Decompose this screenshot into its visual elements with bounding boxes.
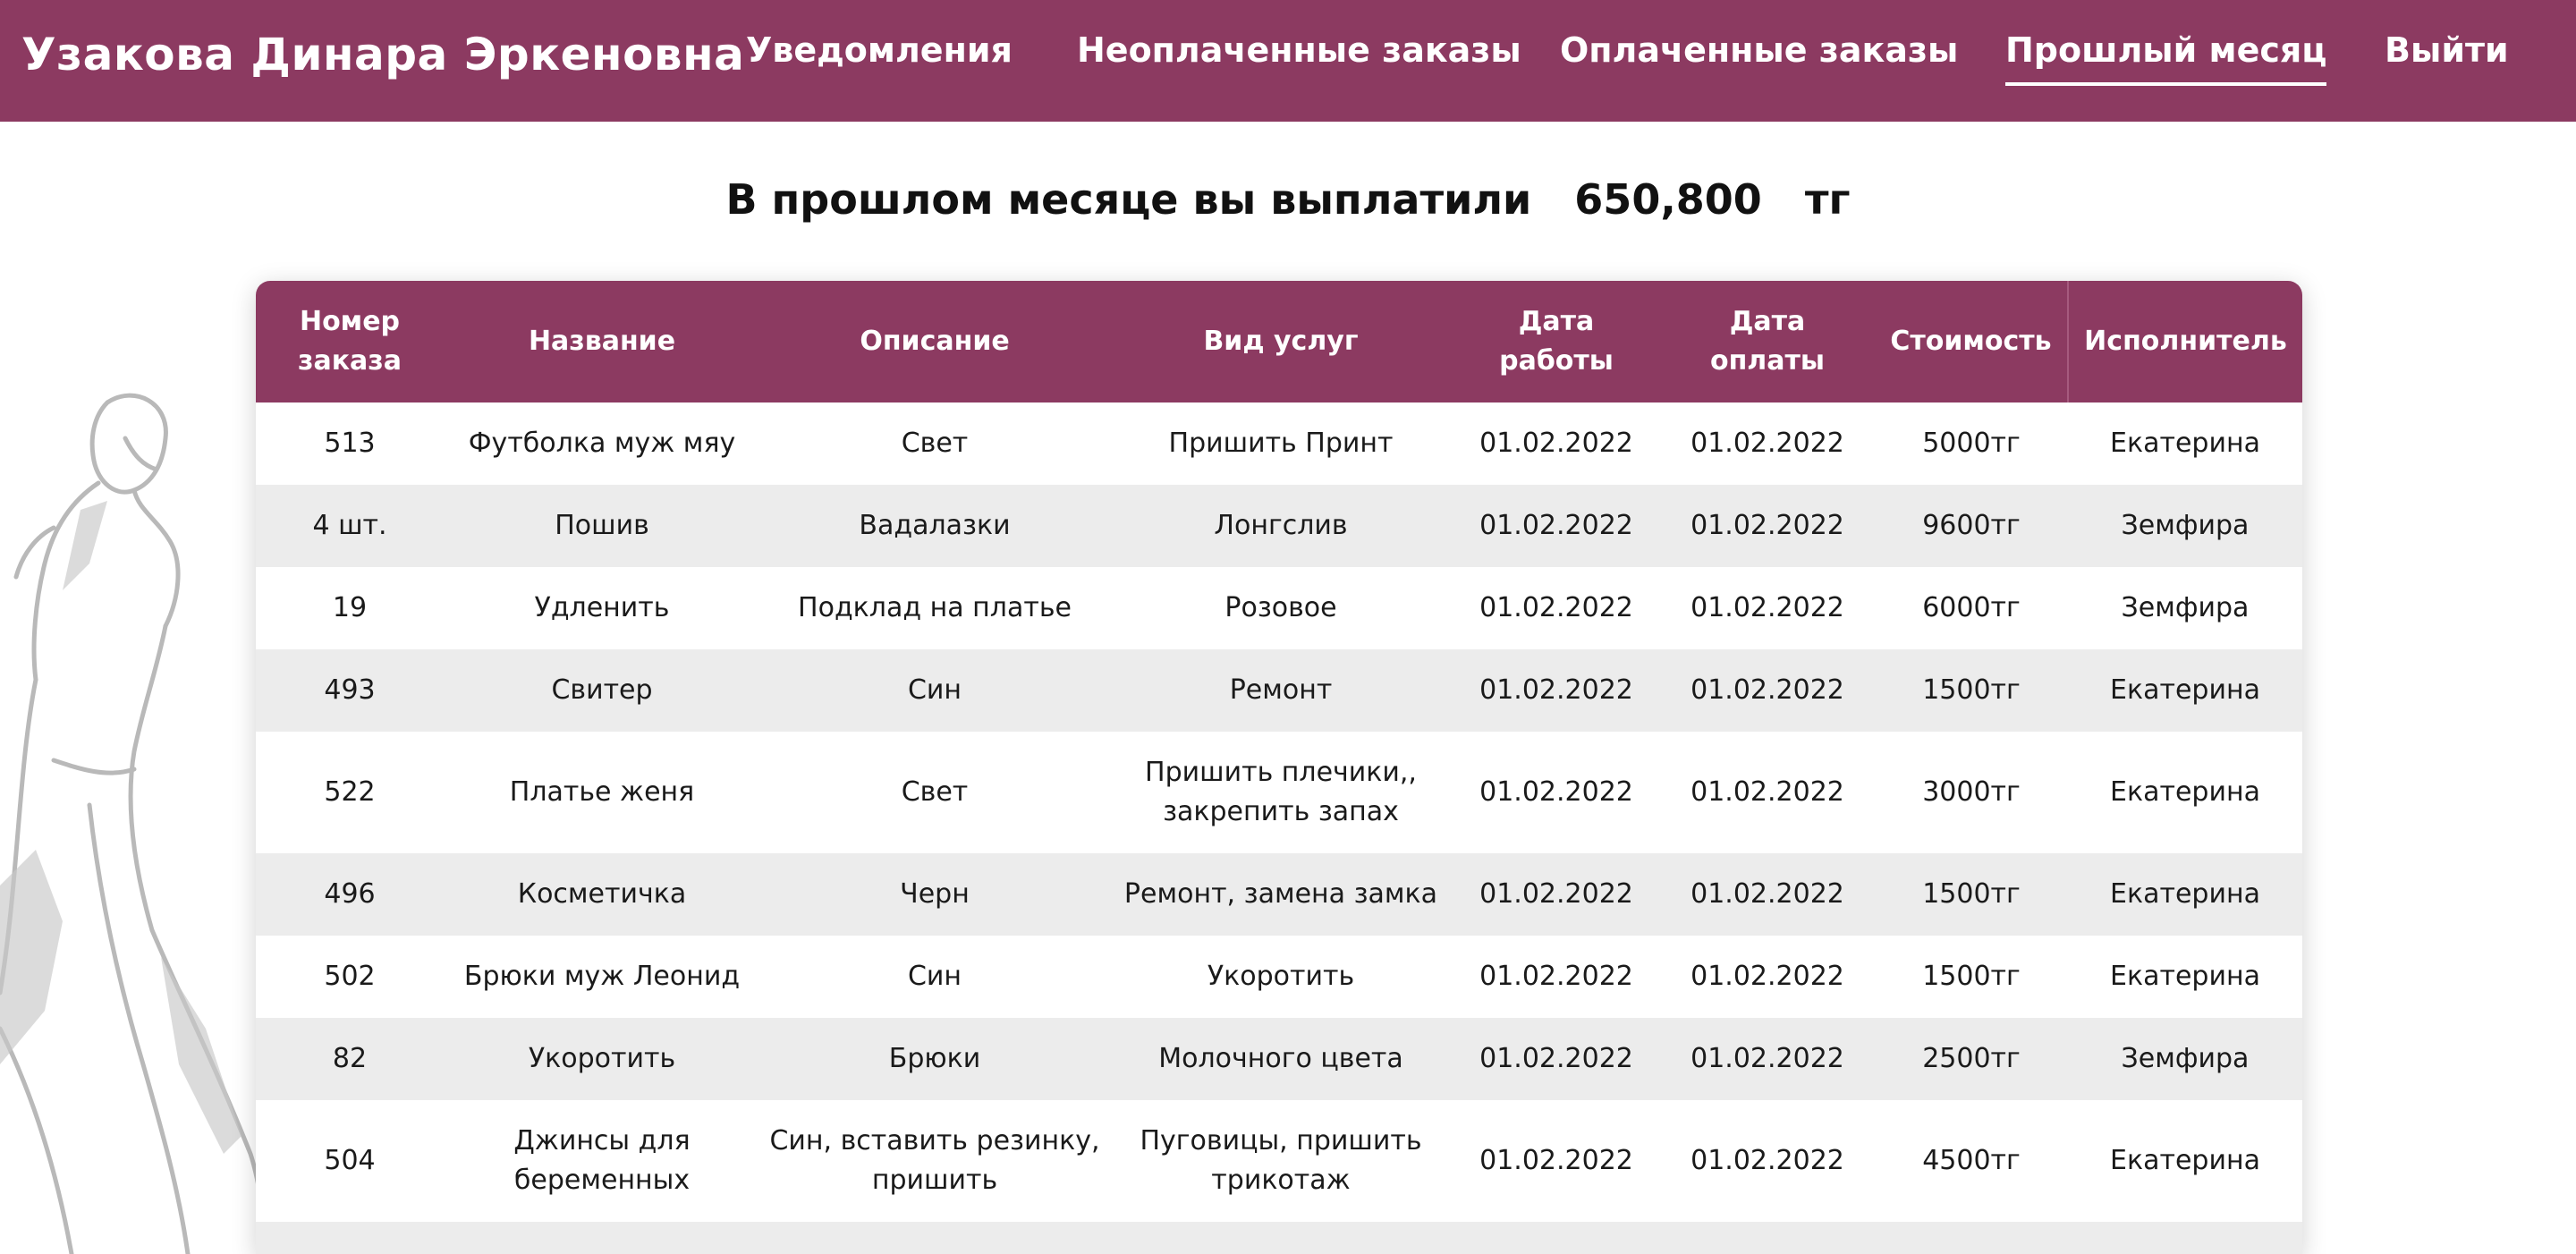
column-header-work-date[interactable]: Дата работы <box>1453 281 1660 402</box>
cell-executor: Екатерина <box>2068 936 2302 1018</box>
cell-cost: 1500тг <box>1875 853 2068 936</box>
cell-order-number <box>256 1222 444 1254</box>
user-name: Узакова Динара Эркеновна <box>21 29 745 80</box>
cell-order-number: 82 <box>256 1018 444 1100</box>
cell-payment-date: 01.02.2022 <box>1660 567 1875 649</box>
cell-cost: 5000тг <box>1875 402 2068 485</box>
cell-payment-date: 01.02.2022 <box>1660 732 1875 853</box>
cell-payment-date: 01.02.2022 <box>1660 485 1875 567</box>
table-row[interactable] <box>256 853 2302 936</box>
cell-cost: 3000тг <box>1875 732 2068 853</box>
table-row[interactable] <box>256 567 2302 649</box>
cell-payment-date: 01.02.2022 <box>1660 649 1875 732</box>
table-row[interactable] <box>256 485 2302 567</box>
cell-executor: Екатерина <box>2068 649 2302 732</box>
cell-payment-date: 01.02.2022 <box>1660 1018 1875 1100</box>
cell-executor: Екатерина <box>2068 402 2302 485</box>
cell-description: Син, вставить резинку, пришить <box>760 1100 1109 1222</box>
cell-work-date: 01.02.2022 <box>1453 1100 1660 1222</box>
cell-order-number: 493 <box>256 649 444 732</box>
cell-executor: Земфира <box>2068 567 2302 649</box>
cell-service-type: Лонгслив <box>1109 485 1453 567</box>
column-header-cost[interactable]: Стоимость <box>1875 281 2068 402</box>
cell-executor: Екатерина <box>2068 1100 2302 1222</box>
cell-work-date <box>1453 1222 1660 1254</box>
cell-service-type: Ремонт <box>1109 649 1453 732</box>
cell-name: Укоротить <box>444 1018 760 1100</box>
column-header-service-type[interactable]: Вид услуг <box>1109 281 1453 402</box>
cell-work-date: 01.02.2022 <box>1453 1018 1660 1100</box>
orders-table <box>256 281 2302 1254</box>
cell-service-type <box>1109 1222 1453 1254</box>
cell-work-date: 01.02.2022 <box>1453 649 1660 732</box>
cell-payment-date: 01.02.2022 <box>1660 1100 1875 1222</box>
cell-description: Син <box>760 649 1109 732</box>
table-row[interactable] <box>256 936 2302 1018</box>
cell-name: Свитер <box>444 649 760 732</box>
cell-service-type: Ремонт, замена замка <box>1109 853 1453 936</box>
cell-name: Платье женя <box>444 732 760 853</box>
cell-service-type: Пуговицы, пришить трикотаж <box>1109 1100 1453 1222</box>
cell-name: Косметичка <box>444 853 760 936</box>
table-row[interactable] <box>256 1222 2302 1254</box>
cell-cost: 6000тг <box>1875 567 2068 649</box>
cell-order-number: 496 <box>256 853 444 936</box>
cell-work-date: 01.02.2022 <box>1453 853 1660 936</box>
cell-payment-date: 01.02.2022 <box>1660 936 1875 1018</box>
table-row[interactable] <box>256 1018 2302 1100</box>
column-header-description[interactable]: Описание <box>760 281 1109 402</box>
cell-order-number: 522 <box>256 732 444 853</box>
cell-service-type: Пришить плечики,, закрепить запах <box>1109 732 1453 853</box>
nav-unpaid-orders[interactable]: Неоплаченные заказы <box>1077 30 1521 70</box>
cell-description <box>760 1222 1109 1254</box>
cell-payment-date: 01.02.2022 <box>1660 853 1875 936</box>
cell-order-number: 504 <box>256 1100 444 1222</box>
cell-cost: 1500тг <box>1875 649 2068 732</box>
cell-name: Джинсы для беременных <box>444 1100 760 1222</box>
cell-name: Пошив <box>444 485 760 567</box>
cell-service-type: Укоротить <box>1109 936 1453 1018</box>
cell-executor: Екатерина <box>2068 732 2302 853</box>
cell-work-date: 01.02.2022 <box>1453 936 1660 1018</box>
table-header-row <box>256 281 2302 402</box>
column-header-executor[interactable]: Исполнитель <box>2068 281 2302 402</box>
cell-order-number: 19 <box>256 567 444 649</box>
cell-service-type: Розовое <box>1109 567 1453 649</box>
cell-cost: 1500тг <box>1875 936 2068 1018</box>
column-header-name[interactable]: Название <box>444 281 760 402</box>
orders-table-container <box>256 281 2302 1254</box>
cell-description: Свет <box>760 732 1109 853</box>
nav-notifications[interactable]: Уведомления <box>746 30 1013 70</box>
cell-executor: Земфира <box>2068 1018 2302 1100</box>
cell-order-number: 4 шт. <box>256 485 444 567</box>
cell-cost: 9600тг <box>1875 485 2068 567</box>
cell-cost <box>1875 1222 2068 1254</box>
column-header-payment-date[interactable]: Дата оплаты <box>1660 281 1875 402</box>
table-row[interactable] <box>256 402 2302 485</box>
cell-executor <box>2068 1222 2302 1254</box>
cell-name: Удленить <box>444 567 760 649</box>
cell-executor: Земфира <box>2068 485 2302 567</box>
cell-work-date: 01.02.2022 <box>1453 567 1660 649</box>
cell-cost: 2500тг <box>1875 1018 2068 1100</box>
cell-payment-date <box>1660 1222 1875 1254</box>
cell-description: Черн <box>760 853 1109 936</box>
top-navigation-bar <box>0 0 2576 122</box>
cell-work-date: 01.02.2022 <box>1453 485 1660 567</box>
cell-work-date: 01.02.2022 <box>1453 402 1660 485</box>
nav-last-month[interactable]: Прошлый месяц <box>2005 30 2326 86</box>
table-row[interactable] <box>256 732 2302 853</box>
column-header-order-number[interactable]: Номер заказа <box>256 281 444 402</box>
cell-name: Брюки муж Леонид <box>444 936 760 1018</box>
cell-description: Свет <box>760 402 1109 485</box>
cell-work-date: 01.02.2022 <box>1453 732 1660 853</box>
table-row[interactable] <box>256 649 2302 732</box>
woman-figure-sketch-icon <box>0 385 268 1254</box>
last-month-payment-summary: В прошлом месяце вы выплатили 650,800 тг <box>725 175 1851 224</box>
cell-payment-date: 01.02.2022 <box>1660 402 1875 485</box>
cell-service-type: Молочного цвета <box>1109 1018 1453 1100</box>
cell-order-number: 502 <box>256 936 444 1018</box>
table-row[interactable] <box>256 1100 2302 1222</box>
cell-description: Вадалазки <box>760 485 1109 567</box>
cell-description: Подклад на платье <box>760 567 1109 649</box>
cell-name: Футболка муж мяу <box>444 402 760 485</box>
cell-service-type: Пришить Принт <box>1109 402 1453 485</box>
cell-description: Брюки <box>760 1018 1109 1100</box>
cell-cost: 4500тг <box>1875 1100 2068 1222</box>
cell-description: Син <box>760 936 1109 1018</box>
nav-logout[interactable]: Выйти <box>2385 30 2509 70</box>
cell-name <box>444 1222 760 1254</box>
nav-paid-orders[interactable]: Оплаченные заказы <box>1560 30 1959 70</box>
cell-executor: Екатерина <box>2068 853 2302 936</box>
cell-order-number: 513 <box>256 402 444 485</box>
